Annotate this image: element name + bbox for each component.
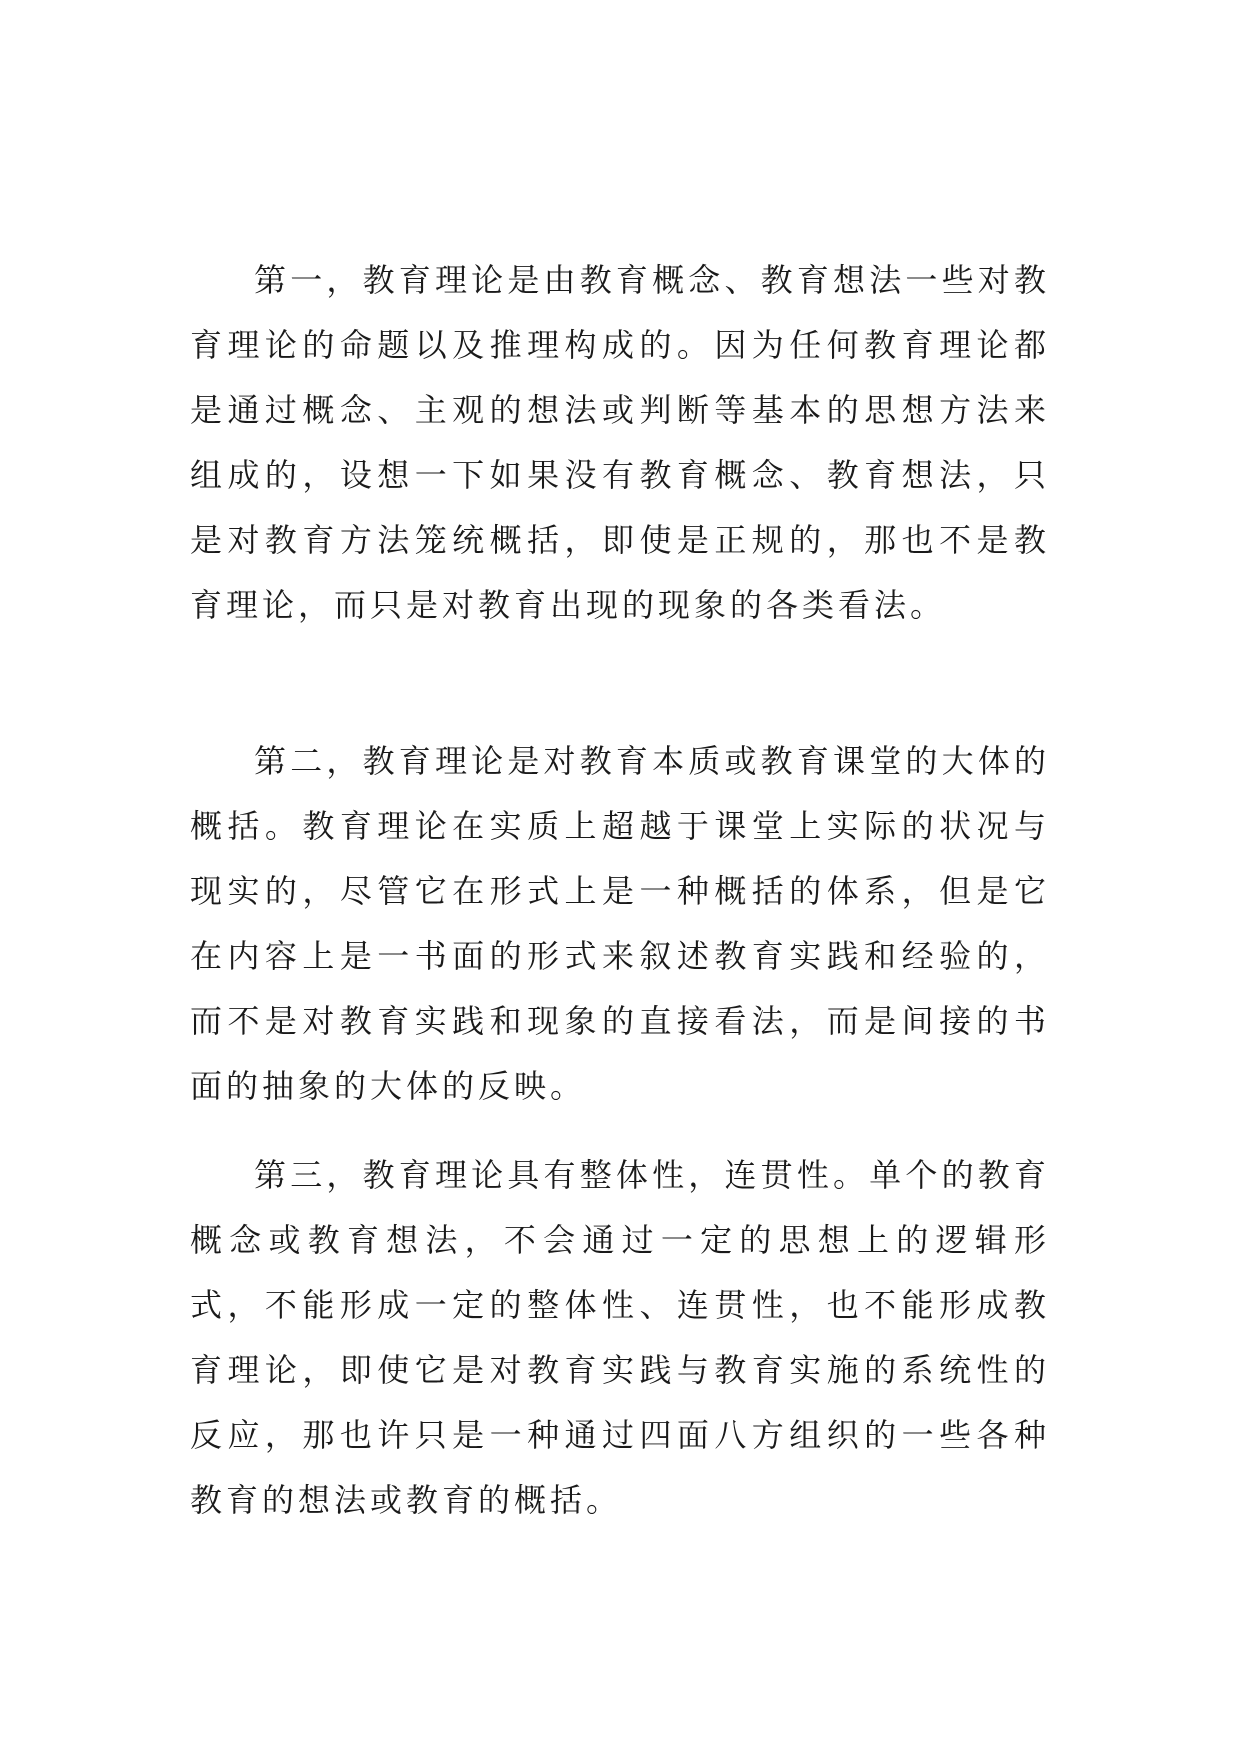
paragraph-1: 第一，教育理论是由教育概念、教育想法一些对教育理论的命题以及推理构成的。因为任何教育理论都是通过概念、主观的想法或判断等基本的思想方法来组成的，设想一下如果没有教育概念、教育想法，只是对教育方法笼统概括，即使是正规的，那也不是教育理论，而只是对教育出现的现象的各类看法。 bbox=[190, 261, 1050, 624]
paragraph-2: 第二，教育理论是对教育本质或教育课堂的大体的概括。教育理论在实质上超越于课堂上实际的状况与现实的，尽管它在形式上是一种概括的体系，但是它在内容上是一书面的形式来叙述教育实践和经验的，而不是对教育实践和现象的直接看法，而是间接的书面的抽象的大体的反映。 bbox=[190, 742, 1050, 1105]
paragraph-3: 第三，教育理论具有整体性，连贯性。单个的教育概念或教育想法，不会通过一定的思想上的逻辑形式，不能形成一定的整体性、连贯性，也不能形成教育理论，即使它是对教育实践与教育实施的系统性的反应，那也许只是一种通过四面八方组织的一些各种教育的想法或教育的概括。 bbox=[190, 1156, 1050, 1519]
